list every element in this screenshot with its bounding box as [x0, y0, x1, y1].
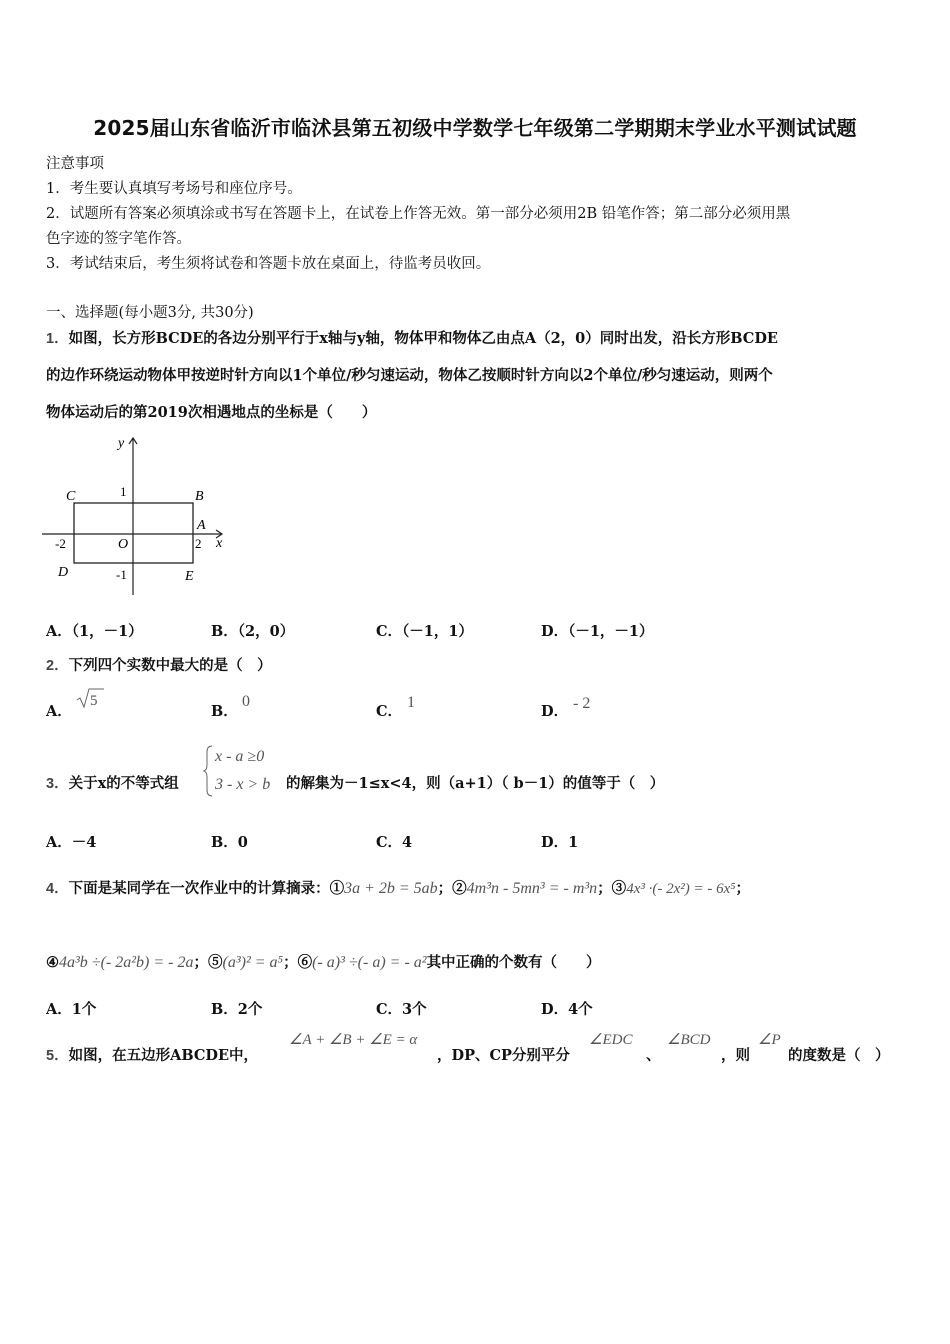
question-text: 如图，长方形BCDE的各边分别平行于x轴与y轴，物体甲和物体乙由点A（2，0）同时出发，沿长方形BCDE	[68, 330, 778, 347]
brace-icon	[204, 746, 212, 796]
question-1-line: 物体运动后的第2019次相遇地点的坐标是（ ）	[46, 404, 377, 421]
q1-option-d[interactable]	[541, 620, 654, 641]
question-number: 1．	[46, 331, 69, 347]
question-text: 的度数是（ ）	[788, 1047, 890, 1064]
option-text: 0	[242, 693, 250, 710]
notice-heading: 注意事项	[46, 156, 104, 172]
option-text: －4	[71, 834, 97, 851]
option-text: 1	[407, 694, 415, 711]
point-c-label: C	[66, 489, 76, 504]
option-label: B．	[211, 1001, 238, 1018]
question-text: 其中正确的个数有（ ）	[426, 954, 601, 971]
point-d-label: D	[58, 565, 69, 580]
tick-label-neg2: -2	[55, 536, 66, 551]
notice-item: 1．考生要认真填写考场号和座位序号。	[46, 181, 302, 197]
separator: ；	[735, 880, 750, 897]
section-heading: 一、选择题(每小题3分, 共30分)	[46, 305, 254, 321]
option-label: C．	[376, 834, 403, 851]
expression-2: 4m³n - 5mn³ = - m³n	[466, 880, 598, 897]
option-label: C．	[376, 623, 403, 640]
system-line-1: x - a ≥0	[215, 748, 265, 765]
tick-label-2: 2	[195, 536, 202, 551]
question-1-line	[46, 327, 778, 348]
option-text: 1个	[71, 1001, 97, 1018]
question-number: 3．	[46, 776, 69, 792]
tick-label-1: 1	[120, 484, 127, 499]
expression-3: 4x³ ·(- 2x²) = - 6x⁵	[626, 881, 736, 897]
separator: 、	[646, 1047, 661, 1064]
point-a-label: A	[197, 518, 206, 533]
angle-sum-expression: ∠A + ∠B + ∠E = α	[289, 1032, 418, 1048]
option-label: D．	[541, 623, 569, 640]
question-text: 下面是某同学在一次作业中的计算摘录：①	[68, 880, 345, 897]
q3-option-a[interactable]	[46, 831, 96, 852]
tick-label-neg1: -1	[116, 567, 127, 582]
option-text: 2个	[237, 1001, 263, 1018]
option-label: A．	[46, 834, 72, 851]
option-text: 0	[237, 834, 248, 851]
option-label: B．	[211, 834, 238, 851]
q3-inequality-system	[203, 743, 287, 799]
option-text: 5	[90, 693, 98, 709]
angle-p: ∠P	[758, 1032, 781, 1048]
option-text: - 2	[573, 695, 591, 712]
question-text: 如图，在五边形ABCDE中，	[68, 1047, 259, 1064]
question-text: ，DP、CP分别平分	[437, 1047, 570, 1064]
notice-item: 3．考试结束后，考生须将试卷和答题卡放在桌面上，待监考员收回。	[46, 256, 491, 272]
system-line-2: 3 - x > b	[215, 776, 271, 793]
separator: ；②	[437, 880, 467, 897]
option-text: （－1，－1）	[568, 623, 654, 640]
q1-option-c[interactable]	[376, 620, 473, 641]
question-1-line: 的边作环绕运动物体甲按逆时针方向以1个单位/秒匀速运动，物体乙按顺时针方向以2个单位/秒匀速运动，则两个	[46, 367, 773, 384]
q1-option-a[interactable]	[46, 620, 143, 641]
page-title: 2025届山东省临沂市临沭县第五初级中学数学七年级第二学期期末学业水平测试试题	[93, 116, 857, 140]
separator: ；⑥	[283, 954, 313, 971]
option-label: B．	[211, 703, 238, 720]
point-e-label: E	[185, 569, 194, 584]
option-text: 3个	[402, 1001, 427, 1018]
option-text: （1，－1）	[71, 623, 143, 640]
angle-bcd: ∠BCD	[667, 1032, 711, 1048]
q3-option-c[interactable]	[376, 831, 412, 852]
question-number: 5．	[46, 1048, 69, 1064]
separator: ；③	[597, 880, 627, 897]
q3-option-d[interactable]	[541, 831, 578, 852]
expression-6: (- a)³ ÷(- a) = - a²	[312, 954, 427, 971]
question-4-line	[46, 951, 601, 972]
option-label: C．	[376, 703, 403, 720]
question-text: 下列四个实数中最大的是（ ）	[68, 657, 272, 674]
notice-item: 色字迹的签字笔作答。	[46, 231, 191, 247]
origin-label: O	[118, 537, 129, 552]
point-b-label: B	[195, 489, 204, 504]
q2-option-d[interactable]	[541, 700, 568, 721]
question-text: 关于x的不等式组	[68, 775, 179, 792]
x-label: x	[216, 536, 223, 551]
expression-4: 4a³b ÷(- 2a²b) = - 2a	[59, 954, 194, 971]
question-4-line	[46, 877, 750, 898]
option-label: C．	[376, 1001, 403, 1018]
q4-option-d[interactable]	[541, 998, 593, 1019]
question-5-line	[46, 1044, 258, 1065]
option-text: （－1，1）	[402, 623, 473, 640]
option-label: A．	[46, 1001, 72, 1018]
q2-option-a-sqrt	[76, 686, 106, 710]
option-text: 4	[402, 834, 413, 851]
expression-1: 3a + 2b = 5ab	[344, 880, 438, 897]
option-text: （2，0）	[237, 623, 295, 640]
circled-number: ④	[46, 954, 59, 971]
notice-item: 2．试题所有答案必须填涂或书写在答题卡上，在试卷上作答无效。第一部分必须用2B 铅笔作答；第二部分必须用黑	[46, 206, 791, 222]
q1-option-b[interactable]	[211, 620, 294, 641]
q2-option-c[interactable]	[376, 700, 402, 721]
option-text: 1	[568, 834, 579, 851]
option-label: B．	[211, 623, 238, 640]
q2-option-a[interactable]	[46, 700, 72, 721]
option-label: D．	[541, 1001, 569, 1018]
question-2-line	[46, 654, 272, 675]
option-label: A．	[46, 623, 72, 640]
angle-edc: ∠EDC	[589, 1032, 633, 1048]
q4-option-c[interactable]	[376, 998, 427, 1019]
question-text: ，则	[721, 1047, 750, 1064]
separator: ；⑤	[193, 954, 223, 971]
question-number: 2．	[46, 658, 69, 674]
question-3-line	[46, 772, 179, 793]
option-text: 4个	[568, 1001, 593, 1018]
q1-rectangle-figure	[40, 430, 240, 600]
q4-option-b[interactable]	[211, 998, 262, 1019]
option-label: D．	[541, 834, 569, 851]
q3-option-b[interactable]	[211, 831, 248, 852]
option-label: D．	[541, 703, 569, 720]
q2-option-b[interactable]	[211, 700, 238, 721]
question-text: 的解集为－1≤x<4，则（a+1）（ b－1）的值等于（ ）	[286, 775, 665, 792]
option-label: A．	[46, 703, 72, 720]
q4-option-a[interactable]	[46, 998, 96, 1019]
y-label: y	[118, 436, 125, 451]
expression-5: (a³)² = a⁵	[222, 954, 284, 971]
question-number: 4．	[46, 881, 69, 897]
